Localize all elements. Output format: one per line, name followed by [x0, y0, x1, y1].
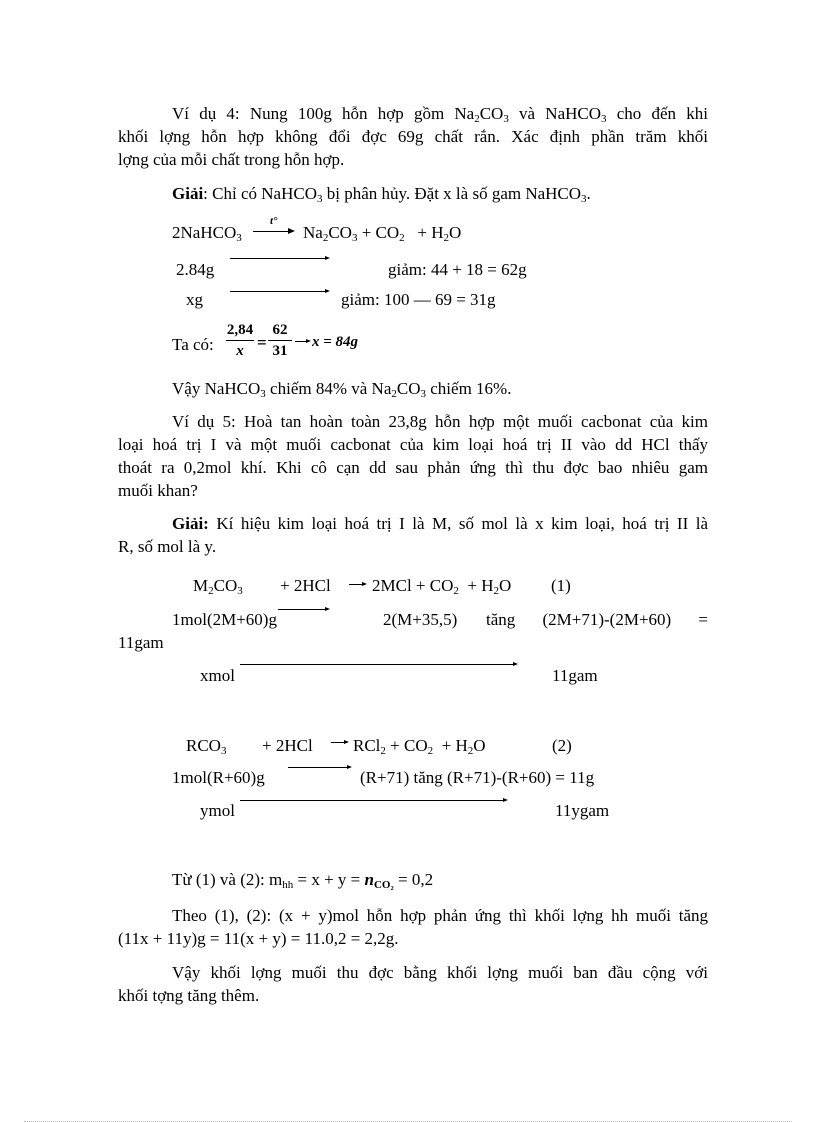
eq1-ratio-arrow	[278, 609, 328, 610]
page-bottom-divider	[24, 1121, 792, 1122]
ex4-solution: Giải: Chỉ có NaHCO$_3$ bị phân hủy. Đặt x là số gam NaHCO$_3$.	[172, 184, 591, 205]
eq2-reactant: $RCO_3$	[186, 736, 227, 757]
ex5-line-3: thoát ra 0,2mol khí. Khi cô cạn dd sau phản ứng thì thu đợc bao nhiêu gam	[118, 458, 708, 477]
fraction-2: 62 31	[268, 322, 292, 359]
ratio-arrow-2	[230, 291, 328, 292]
ex4-ratio-row-1-right: giảm: 44 + 18 = 62g	[388, 260, 527, 279]
ex4-ratio-row-2-right: giảm: 100 — 69 = 31g	[341, 290, 496, 309]
eq2-y-left: ymol	[200, 801, 235, 820]
ex4-line-1: Ví dụ 4: Nung 100g hỗn hợp gồm $Na_2CO_3$ và NaHCO$_3$ cho đến khi	[172, 104, 708, 125]
ex4-ratio-row-1-left: 2.84g	[176, 260, 215, 279]
eq1-x-right: 11gam	[552, 666, 598, 685]
ta-co-label: Ta có:	[172, 335, 214, 354]
eq2-ratio-right: (R+71) tăng (R+71)-(R+60) = 11g	[360, 768, 595, 787]
eq2-hcl: + 2HCl	[262, 736, 313, 755]
eq1-ratio-left: 1mol(2M+60)g	[172, 610, 277, 629]
eq1-ratio-right: tăng (2M+71)-(2M+60) =	[486, 610, 708, 629]
ex4-conclusion: Vậy NaHCO$_3$ chiếm 84% và $Na_2CO_3$ chiếm 16%.	[172, 379, 512, 400]
eq1-arrow	[349, 584, 365, 585]
heat-symbol: t°	[270, 215, 278, 227]
vay-line-1: Vậy khối lợng muối thu đợc bằng khối lợng muối ban đầu cộng với	[172, 963, 708, 982]
eq1-x-arrow	[240, 664, 516, 665]
result-value: x = 84g	[312, 334, 359, 350]
eq1-reactant: $M_2CO_3$	[193, 576, 243, 597]
eq2-arrow	[331, 742, 347, 743]
ex5-solution-line-1: Giải: Kí hiệu kim loại hoá trị I là M, số mol là x kim loại, hoá trị II là	[172, 514, 708, 533]
ex4-ratio-row-2-left: xg	[186, 290, 203, 309]
eq2-y-right: 11ygam	[555, 801, 610, 820]
fraction-1: 2,84 x	[226, 322, 254, 359]
sum-line: Từ (1) và (2): $m_{hh} = x + y = n_{CO_2} = 0,2$	[172, 870, 434, 891]
ex5-line-2: loại hoá trị I và một muối cacbonat của kim loại hoá trị II vào dd HCl thấy	[118, 435, 708, 454]
eq2-ratio-left: 1mol(R+60)g	[172, 768, 265, 787]
eq2-products: $RCl_2 + CO_2 + H_2O$	[353, 736, 486, 757]
ratio-arrow-1	[230, 258, 328, 259]
reaction-arrow	[253, 231, 293, 232]
ex5-solution-line-2: R, số mol là y.	[118, 537, 217, 556]
eq1-ratio-continued: 11gam	[118, 633, 164, 652]
theo-line-2: (11x + 11y)g = 11(x + y) = 11.0,2 = 2,2g.	[118, 929, 399, 948]
eq1-products: $2MCl + CO_2 + H_2O$	[372, 576, 512, 597]
equals-sign: =	[257, 333, 267, 352]
ex4-equation-left: 2NaHCO$_3$	[172, 223, 242, 244]
eq2-number: (2)	[552, 736, 572, 755]
eq1-number: (1)	[551, 576, 571, 595]
ex5-line-1: Ví dụ 5: Hoà tan hoàn toàn 23,8g hỗn hợp một muối cacbonat của kim	[172, 412, 708, 431]
ex4-equation-right: $Na_2CO_3 + CO_2 + H_2O$	[303, 223, 462, 244]
eq1-x-left: xmol	[200, 666, 235, 685]
theo-line-1: Theo (1), (2): (x + y)mol hỗn hợp phản ứng thì khối lợng hh muối tăng	[172, 906, 708, 925]
eq1-ratio-mid: 2(M+35,5)	[383, 610, 458, 629]
ex4-line-2: khối lợng hỗn hợp không đổi đợc 69g chất rắn. Xác định phần trăm khối	[118, 127, 708, 146]
eq1-hcl: + 2HCl	[280, 576, 331, 595]
ex5-line-4: muối khan?	[118, 481, 198, 500]
eq2-y-arrow	[240, 800, 506, 801]
result-arrow	[295, 341, 309, 342]
eq2-ratio-arrow	[288, 767, 350, 768]
ex4-line-3: lợng của mỗi chất trong hỗn hợp.	[118, 150, 345, 169]
vay-line-2: khối tợng tăng thêm.	[118, 986, 260, 1005]
